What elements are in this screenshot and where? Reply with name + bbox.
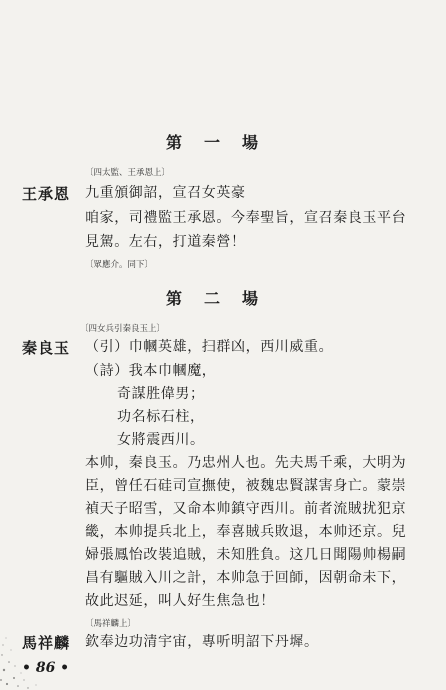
page-number: • 86 • <box>22 660 70 676</box>
dialogue-line: 故此迟延，叫人好生焦急也！ <box>85 593 275 609</box>
stage-direction-exit-1: 〔眾應介。同下〕 <box>85 260 154 270</box>
scene-2-title: 第二場 <box>165 289 280 308</box>
speaker-qin-liangyu: 秦良玉 <box>22 339 71 357</box>
dialogue-line: 昌有驅賊入川之計，本帅急于回師，因朝命未下， <box>85 570 407 586</box>
dialogue-line: 畿，本帅提兵北上，奉喜賊兵敗退，本帅还京。兒 <box>85 524 407 540</box>
scene-1-title: 第一場 <box>165 133 280 152</box>
stage-direction-enter-1: 〔四太監、王承恩上〕 <box>85 168 171 178</box>
dialogue-line: （引）巾幗英雄，扫群凶，西川威重。 <box>85 339 334 355</box>
speaker-ma-xianglin: 馬祥麟 <box>22 634 71 652</box>
stage-direction-enter-3: 〔馬祥麟上〕 <box>85 619 137 629</box>
dialogue-line: 本帅，秦良玉。乃忠州人也。先夫馬千乘，大明为 <box>85 455 407 471</box>
dialogue-line: 婦張鳳怡改裝追賊，未知胜負。这几日聞陽帅楊嗣 <box>85 547 407 563</box>
poem-line: 奇謀胜偉男； <box>117 386 205 402</box>
speaker-wang-chengen: 王承恩 <box>22 185 71 203</box>
dialogue-line: （詩）我本巾幗魔， <box>85 363 217 379</box>
dialogue-line: 九重頒御詔，宣召女英豪 <box>85 185 246 201</box>
poem-line: 功名标石柱， <box>117 409 205 425</box>
dialogue-line: 臣，曾任石硅司宣撫使，被魏忠賢謀害身亡。蒙崇 <box>85 478 407 494</box>
poem-line: 女將震西川。 <box>117 432 205 448</box>
stage-direction-enter-2: 〔四女兵引秦良玉上〕 <box>80 324 166 334</box>
dialogue-line: 欽奉边功清宇宙，專听明詔下丹墀。 <box>85 634 319 650</box>
dialogue-line: 見駕。左右，打道秦營！ <box>85 234 246 250</box>
dialogue-line: 禎天子昭雪，又命本帅鎮守西川。前者流賊扰犯京 <box>85 501 407 517</box>
dialogue-line: 咱家，司禮監王承恩。今奉聖旨，宣召秦良玉平台 <box>85 210 407 226</box>
